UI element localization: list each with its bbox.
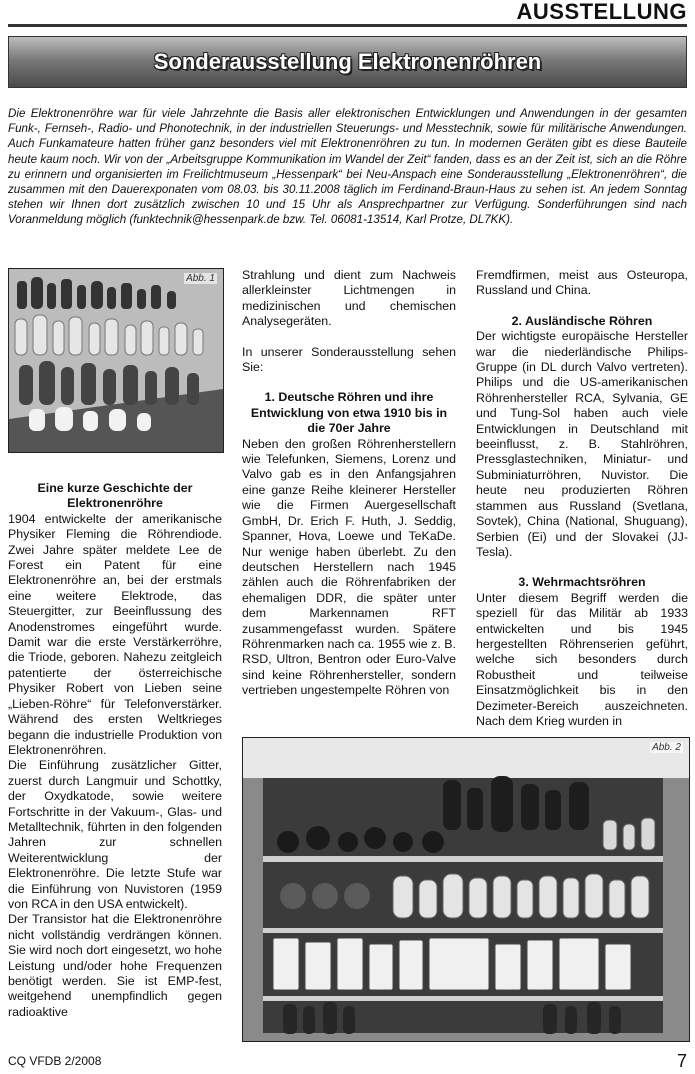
figure-1-photo: [8, 268, 224, 453]
column-3: [476, 268, 688, 729]
footer-page-number: 7: [676, 1051, 687, 1071]
intro-paragraph: Die Elektronenröhre war für viele Jahrzehnte die Basis aller elektronischen Entwicklungen und Anwendungen in der gesamten Funk-, Fernseh-, Radio- und Phonotechnik, in der industriellen Steuerungs- und Messtechnik, sowie für militärische Anwendungen. Auch Funkamateure hatten früher ganz besonders viel mit Elektronenröhren zu tun. In modernen Geräten gibt es diese Bauteile heute kaum noch. Wir von der „Arbeitsgruppe Kommunikation im Wandel der Zeit“ fanden, dass es an der Zeit ist, sich an die Röhre zu erinnern und organisierten im Freilichtmuseum „Hessenpark“ bei Neu-Anspach eine Sonderausstellung „Elektronenröhren“, die zusammen mit den Dauerexponaten vom 08.03. bis 30.11.2008 täglich im Ferdinand-Braun-Haus zu sehen ist. An jedem Sonntag stehen wir Ihnen dort zusätzlich zwischen 10 und 15 Uhr als Ansprechpartner zur Verfügung. Sonderführungen sind nach Voranmeldung möglich (funktechnik@hessenpark.de bzw. Tel. 06081-13514, Karl Protze, DL7KK).: [8, 107, 687, 227]
column-1-paragraph-3: Der Transistor hat die Elektronenröhre nicht vollständig verdrängen können. Sie wird noch dort eingesetzt, wo hohe Leistung und/oder hohe Frequenzen benötigt werden. Sie ist EMP-fest, weitgehend unempfindlich gegen radioaktive: [8, 912, 222, 1019]
figure-1-caption: Abb. 1: [186, 273, 215, 284]
column-3-paragraph-1: Fremdfirmen, meist aus Osteuropa, Russland und China.: [476, 268, 688, 298]
column-1-paragraph-2: Die Einführung zusätzlicher Gitter, zuerst durch Langmuir und Schottky, der Oxydkatode, sowie weitere Fortschritte in der Vakuum-, Glas- und Metalltechnik, führten in den folgenden Jahren zur schnellen Weiterentwicklung der Elektronenröhre. Die letzte Stufe war die Einführung von Nuvistoren (1959 von RCA in den USA entwickelt).: [8, 758, 222, 911]
top-rule: [8, 24, 687, 27]
section-label: AUSSTELLUNG: [516, 0, 687, 24]
column-2-heading: 1. Deutsche Röhren und ihre Entwicklung von etwa 1910 bis in die 70er Jahre: [250, 390, 448, 436]
title-banner: [8, 36, 687, 88]
column-1: [8, 481, 222, 1020]
tube-display-photo-2: [243, 738, 689, 1041]
column-2-paragraph-1: Strahlung und dient zum Nachweis allerkleinster Lichtmengen in medizinischen und chemischen Analysegeräten.: [242, 268, 456, 329]
column-3-paragraph-3: Unter diesem Begriff werden die speziell für das Militär ab 1933 entwickelten und bis 1945 hergestellten Röhrenserien geführt, welche sich besonders durch Robustheit und teilweise Einsatzmöglichkeit bis in den Dezimeter-Bereich auszeichneten. Nach dem Krieg wurden in: [476, 590, 688, 728]
column-3-heading-3: 3. Wehrmachtsröhren: [518, 575, 646, 590]
column-2-paragraph-3: Neben den großen Röhrenherstellern wie Telefunken, Siemens, Lorenz und Valvo gab es in den Anfangsjahren eine ganze Reihe kleinerer Hersteller wie die Firmen Auergesellschaft GmbH, Dr. Erich F. Huth, J. Seddig, Spanner, Hova, Loewe und TeKaDe. Nur wenige haben überlebt. Zu den deutschen Herstellern nach 1945 zählen auch die Röhrenfabriken der ehemaligen DDR, die später unter dem Markennamen RFT zusammengefasst wurden. Spätere Röhrenmarken nach ca. 1955 wie z. B. RSD, Ultron, Bentron oder Euro-Valve sind keine Röhrenhersteller, sondern vertrieben ungestempelte Röhren von: [242, 436, 456, 698]
figure-2-caption: Abb. 2: [652, 742, 681, 753]
column-1-heading: Eine kurze Geschichte der Elektronenröhre: [37, 481, 193, 511]
column-3-paragraph-2: Der wichtigste europäische Hersteller war die niederländische Philips-Gruppe (in DL durch Valvo vertreten). Philips und die US-amerikanischen Röhrenhersteller RCA, Sylvania, GE und Tung-Sol haben auch viele Entwicklungen in Deutschland mit beeinflusst, z. B. Stahlröhren, Pressglastechniken, Miniatur- und Subminiaturröhren, Nuvistor. Die heute neu produzierten Röhren stammen aus Russland (Svetlana, Sovtek), China (National, Shuguang), Serbien (Ei) und der Slovakei (JJ-Tesla).: [476, 329, 688, 559]
figure-2-photo: [242, 737, 690, 1042]
page-title: Sonderausstellung Elektronenröhren: [153, 49, 542, 74]
column-3-heading-2: 2. Ausländische Röhren: [511, 313, 653, 328]
footer-magazine: CQ VFDB 2/2008: [8, 1054, 102, 1068]
tube-display-photo-1: [9, 269, 223, 452]
column-1-paragraph-1: 1904 entwickelte der amerikanische Physiker Fleming die Röhrendiode. Zwei Jahre später meldete Lee de Forest ein Patent für eine Elektronenröhre an, bei der erstmals eine weitere Elektrode, das Steuergitter, zur Beeinflussung des Anodenstromes eingeführt wurde. Damit war die erste Verstärkerröhre, die Triode, geboren. Nahezu zeitgleich patentierte der österreichische Physiker Robert von Lieben seine „Lieben-Röhre“ für Telefonverstärker. Während des ersten Weltkrieges begann die industrielle Produktion von Elektronenröhren.: [8, 511, 222, 757]
column-2-paragraph-2: In unserer Sonderausstellung sehen Sie:: [242, 344, 456, 375]
column-2: [242, 268, 456, 699]
